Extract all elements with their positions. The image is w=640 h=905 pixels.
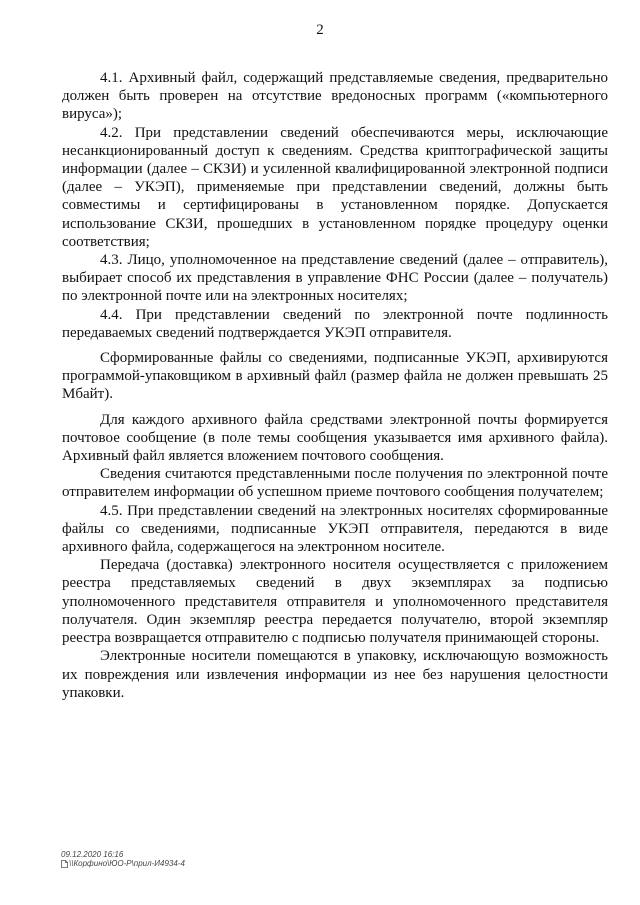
page-number: 2 <box>316 22 324 38</box>
paragraph-archiving: Сформированные файлы со сведениями, подписанные УКЭП, архивируются программой-упаковщиком в архивный файл (размер файла не должен превышать 25 Мбайт). <box>62 350 608 403</box>
paragraph-4-3: 4.3. Лицо, уполномоченное на представление сведений (далее – отправитель), выбирает способ их представления в управление ФНС России (далее – получатель) по электронной почте или на электронных носителях; <box>62 252 608 305</box>
file-path-line <box>61 859 185 868</box>
print-timestamp: 09.12.2020 16:16 <box>61 850 124 859</box>
paragraph-4-4: 4.4. При представлении сведений по электронной почте подлинность передаваемых сведений подтверждается УКЭП отправителя. <box>62 306 608 341</box>
document-icon <box>61 860 68 868</box>
paragraph-4-5: 4.5. При представлении сведений на электронных носителях сформированные файлы со сведениями, подписанные УКЭП отправителя, передаются в виде архивного файла, содержащегося на электронном носителе. <box>62 502 608 556</box>
paragraph-email-message: Для каждого архивного файла средствами электронной почты формируется почтовое сообщение (в поле темы сообщения указывается имя архивного файла). Архивный файл является вложением почтового сообщения. <box>62 411 608 465</box>
paragraph-4-1: 4.1. Архивный файл, содержащий представляемые сведения, предварительно должен быть проверен на отсутствие вредоносных программ («компьютерного вируса»); <box>62 70 608 123</box>
print-footer <box>61 850 185 868</box>
file-path: \\Корфино\ЮО-Р\прил-И4934-4 <box>69 859 185 868</box>
paragraph-packaging: Электронные носители помещаются в упаковку, исключающую возможность их повреждения или извлечения информации из нее без нарушения целостности упаковки. <box>62 648 608 701</box>
document-body <box>62 69 608 702</box>
paragraph-delivery: Передача (доставка) электронного носителя осуществляется с приложением реестра представляемых сведений в двух экземплярах за подписью уполномоченного представителя отправителя и уполномоченного представителя получателя. Один экземпляр реестра передается получателю, второй экземпляр реестра возвращается отправителю с подписью получателя принимающей стороны. <box>62 557 608 647</box>
paragraph-receipt: Сведения считаются представленными после получения по электронной почте отправителем информации об успешном приеме почтового сообщения получателем; <box>62 466 608 501</box>
paragraph-4-2: 4.2. При представлении сведений обеспечиваются меры, исключающие несанкционированный доступ к сведениям. Средства криптографической защиты информации (далее – СКЗИ) и усиленной квалифицированной электронной подписи (далее – УКЭП), применяемые при представлении сведений, должны быть совместимы и сертифицированы в установленном порядке. Допускается использование СКЗИ, прошедших в установленном порядке процедуру оценки соответствия; <box>62 124 608 250</box>
